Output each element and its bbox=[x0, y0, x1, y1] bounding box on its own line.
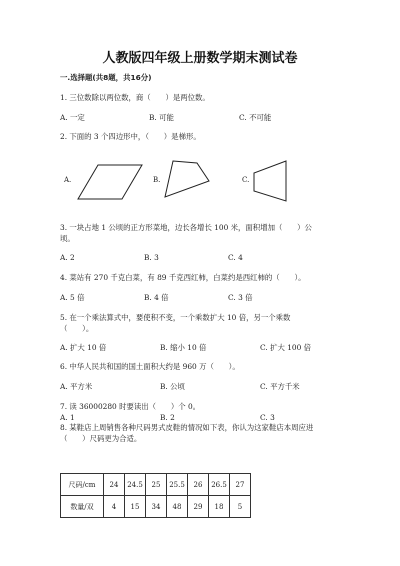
question-4: 4. 菜站有 270 千克白菜，有 89 千克西红柿，白菜约是西红柿的（ ）。 bbox=[60, 273, 306, 282]
table-cell: 4 bbox=[104, 496, 125, 518]
table-cell: 27 bbox=[230, 474, 251, 496]
q6-option-c[interactable]: C. 平方千米 bbox=[260, 382, 300, 391]
table-cell: 34 bbox=[146, 496, 167, 518]
q1-option-a[interactable]: A. 一定 bbox=[60, 113, 85, 122]
shape-a-label: A. bbox=[64, 176, 72, 184]
table-header-size: 尺码/cm bbox=[61, 474, 104, 496]
q1-option-b[interactable]: B. 可能 bbox=[149, 113, 174, 122]
question-3-line-2: 顷。 bbox=[60, 234, 75, 243]
table-cell: 29 bbox=[188, 496, 209, 518]
page-title: 人教版四年级上册数学期末测试卷 bbox=[102, 51, 298, 66]
q7-option-c[interactable]: C. 3 bbox=[260, 413, 275, 422]
table-cell: 5 bbox=[230, 496, 251, 518]
shape-a-parallelogram bbox=[76, 163, 146, 203]
shape-b-quadrilateral bbox=[163, 159, 213, 201]
shape-c-label: C. bbox=[242, 176, 250, 184]
q6-option-b[interactable]: B. 公顷 bbox=[160, 382, 185, 391]
section-heading: 一.选择题(共8题，共16分) bbox=[60, 73, 152, 82]
question-1: 1. 三位数除以两位数，商（ ）是两位数。 bbox=[60, 93, 210, 102]
q7-option-b[interactable]: B. 2 bbox=[160, 413, 175, 422]
table-cell: 25.5 bbox=[167, 474, 188, 496]
question-8-line-2: （ ）尺码更为合适。 bbox=[60, 434, 142, 443]
shape-b-label: B. bbox=[153, 176, 161, 184]
q7-option-a[interactable]: A. 1 bbox=[60, 413, 75, 422]
table-cell: 26 bbox=[188, 474, 209, 496]
question-2: 2. 下面的 3 个四边形中，（ ）是梯形。 bbox=[60, 132, 201, 141]
q4-option-c[interactable]: C. 3 倍 bbox=[228, 293, 253, 302]
table-row-size bbox=[61, 474, 251, 496]
table-cell: 48 bbox=[167, 496, 188, 518]
q6-option-a[interactable]: A. 平方米 bbox=[60, 382, 93, 391]
table-cell: 25 bbox=[146, 474, 167, 496]
question-5-line-2: （ ）。 bbox=[60, 324, 94, 333]
q5-option-a[interactable]: A. 扩大 10 倍 bbox=[60, 343, 107, 352]
q1-option-c[interactable]: C. 不可能 bbox=[239, 113, 272, 122]
shape-c-trapezoid bbox=[252, 159, 294, 203]
shoe-size-table bbox=[60, 473, 251, 518]
q4-option-b[interactable]: B. 4 倍 bbox=[144, 293, 169, 302]
question-6: 6. 中华人民共和国的国土面积大约是 960 万（ ）。 bbox=[60, 362, 240, 371]
q5-option-c[interactable]: C. 扩大 100 倍 bbox=[260, 343, 312, 352]
table-cell: 26.5 bbox=[209, 474, 230, 496]
q4-option-a[interactable]: A. 5 倍 bbox=[60, 293, 85, 302]
q3-option-c[interactable]: C. 4 bbox=[228, 253, 243, 262]
q3-option-b[interactable]: B. 3 bbox=[144, 253, 159, 262]
table-cell: 24.5 bbox=[125, 474, 146, 496]
table-cell: 24 bbox=[104, 474, 125, 496]
table-cell: 15 bbox=[125, 496, 146, 518]
question-3-line-1: 3. 一块占地 1 公顷的正方形菜地，边长各增长 100 米，面积增加（ ）公 bbox=[60, 223, 312, 232]
question-5-line-1: 5. 在一个乘法算式中，要使积不变，一个乘数扩大 10 倍，另一个乘数 bbox=[60, 313, 291, 322]
q3-option-a[interactable]: A. 2 bbox=[60, 253, 75, 262]
table-cell: 18 bbox=[209, 496, 230, 518]
table-row-quantity bbox=[61, 496, 251, 518]
table-header-quantity: 数量/双 bbox=[61, 496, 104, 518]
question-8-line-1: 8. 某鞋店上周销售各种尺码男式皮鞋的情况如下表，你认为这家鞋店本周应进 bbox=[60, 423, 314, 432]
q5-option-b[interactable]: B. 缩小 10 倍 bbox=[160, 343, 207, 352]
question-7: 7. 读 36000280 时要读出（ ）个 0。 bbox=[60, 402, 201, 411]
